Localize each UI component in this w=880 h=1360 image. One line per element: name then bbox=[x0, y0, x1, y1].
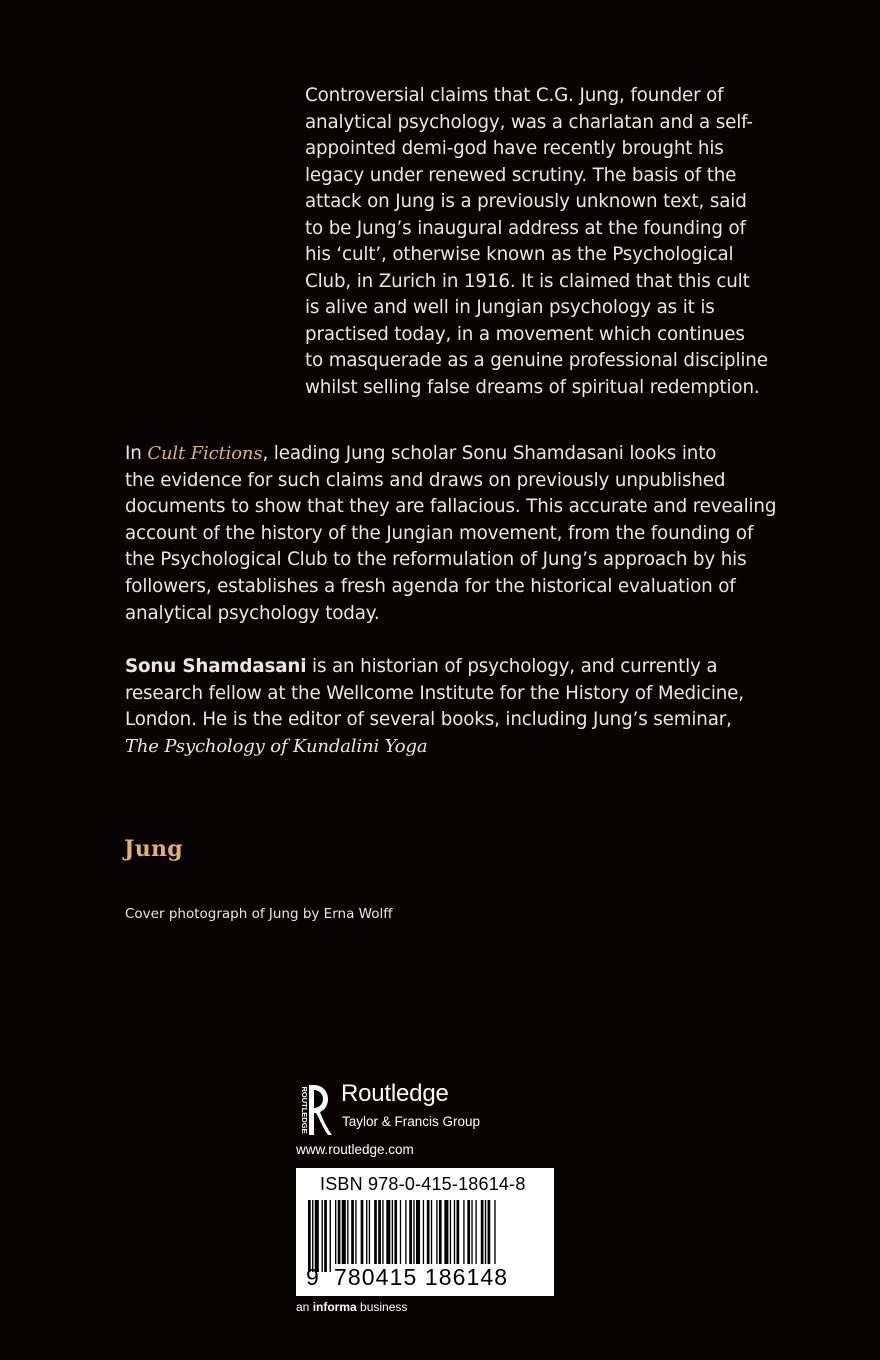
barcode-bar bbox=[308, 1200, 311, 1272]
summary-line: account of the history of the Jungian movement, from the founding of bbox=[125, 522, 754, 544]
barcode-bar bbox=[463, 1200, 464, 1272]
barcode-bar bbox=[427, 1200, 430, 1272]
barcode-bar bbox=[392, 1200, 393, 1272]
isbn-label: ISBN 978-0-415-18614-8 bbox=[320, 1174, 526, 1194]
author-line: London. He is the editor of several books, including Jung’s seminar, bbox=[125, 709, 732, 730]
barcode-bar bbox=[416, 1200, 420, 1272]
book-title-kundalini-yoga: The Psychology of Kundalini Yoga bbox=[125, 735, 428, 757]
barcode-bar bbox=[413, 1200, 414, 1272]
summary-prefix: In bbox=[125, 443, 148, 464]
blurb-line: attack on Jung is a previously unknown text, said bbox=[305, 191, 747, 212]
informa-suffix: business bbox=[356, 1300, 408, 1314]
barcode-bar bbox=[488, 1200, 491, 1272]
barcode-bar bbox=[400, 1200, 401, 1272]
barcode-bar bbox=[312, 1200, 313, 1272]
barcode-bar bbox=[494, 1200, 495, 1272]
barcode-bar bbox=[394, 1200, 397, 1272]
blurb-line: appointed demi-god have recently brought his bbox=[305, 138, 724, 159]
blurb-paragraph bbox=[305, 83, 775, 401]
barcode-bar bbox=[436, 1200, 437, 1272]
blurb-line: analytical psychology, was a charlatan and a self- bbox=[305, 111, 753, 133]
barcode-bar bbox=[366, 1200, 367, 1272]
summary-line: analytical psychology today. bbox=[125, 602, 380, 624]
category-heading: Jung bbox=[124, 836, 183, 862]
barcode-bar bbox=[467, 1200, 470, 1272]
barcode-first-digit: 9 bbox=[306, 1264, 319, 1290]
barcode-bar bbox=[335, 1200, 336, 1272]
summary-paragraph bbox=[125, 441, 785, 627]
barcode-bar bbox=[457, 1200, 460, 1272]
barcode-bar bbox=[351, 1200, 354, 1272]
barcode-bar bbox=[481, 1200, 484, 1272]
barcode-digits: 780415 186148 bbox=[334, 1264, 509, 1290]
barcode-bar bbox=[324, 1200, 327, 1272]
blurb-line: his ‘cult’, otherwise known as the Psychological bbox=[305, 244, 734, 265]
informa-prefix: an bbox=[296, 1300, 313, 1314]
barcode-bar bbox=[450, 1200, 451, 1272]
barcode-box bbox=[296, 1168, 554, 1296]
summary-line: followers, establishes a fresh agenda for the historical evaluation of bbox=[125, 575, 736, 597]
barcode-bar bbox=[382, 1200, 383, 1272]
summary-line: the evidence for such claims and draws on previously unpublished bbox=[125, 469, 726, 491]
barcode-bar bbox=[485, 1200, 486, 1272]
author-name: Sonu Shamdasani bbox=[125, 656, 307, 677]
barcode-bar bbox=[386, 1200, 390, 1272]
barcode-bar bbox=[431, 1200, 432, 1272]
book-title-cult-fictions: Cult Fictions bbox=[147, 443, 263, 464]
barcode-bar bbox=[355, 1200, 356, 1272]
author-line: research fellow at the Wellcome Institute for the History of Medicine, bbox=[125, 682, 744, 704]
barcode-bar bbox=[454, 1200, 455, 1272]
blurb-line: practised today, in a movement which continues bbox=[305, 323, 745, 345]
blurb-line: legacy under renewed scrutiny. The basis of the bbox=[305, 164, 737, 186]
blurb-line: is alive and well in Jungian psychology as it is bbox=[305, 297, 715, 318]
publisher-url[interactable]: www.routledge.com bbox=[296, 1142, 414, 1157]
summary-line: documents to show that they are fallacious. This accurate and revealing bbox=[125, 496, 777, 518]
barcode-bar bbox=[405, 1200, 406, 1272]
barcode-bar bbox=[361, 1200, 364, 1272]
author-first-line bbox=[125, 654, 785, 681]
barcode-bar bbox=[409, 1200, 412, 1272]
author-bio-paragraph bbox=[125, 654, 785, 760]
publisher-name: Routledge bbox=[341, 1080, 449, 1107]
barcode-bar bbox=[330, 1200, 331, 1272]
author-suffix: is an historian of psychology, and currently a bbox=[306, 656, 718, 677]
summary-suffix: , leading Jung scholar Sonu Shamdasani looks into bbox=[262, 443, 717, 464]
barcode-bar bbox=[342, 1200, 346, 1272]
publisher-group: Taylor & Francis Group bbox=[342, 1114, 481, 1129]
barcode-bar bbox=[369, 1200, 370, 1272]
cover-photo-credit: Cover photograph of Jung by Erna Wolff bbox=[125, 906, 393, 922]
routledge-logo-icon bbox=[292, 1082, 332, 1138]
publisher-logo bbox=[292, 1076, 532, 1140]
barcode-bar bbox=[338, 1200, 341, 1272]
blurb-line: Club, in Zurich in 1916. It is claimed that this cult bbox=[305, 270, 750, 292]
logo-vertical-text: ROUTLEDGE bbox=[300, 1086, 309, 1134]
barcode-bar bbox=[322, 1200, 323, 1272]
barcode-bar bbox=[475, 1200, 476, 1272]
barcode-bar bbox=[374, 1200, 377, 1272]
blurb-line: whilst selling false dreams of spiritual redemption. bbox=[305, 376, 760, 398]
barcode-bar bbox=[347, 1200, 348, 1272]
blurb-line: to be Jung’s inaugural address at the founding of bbox=[305, 217, 746, 239]
barcode-bar bbox=[439, 1200, 442, 1272]
informa-brand: informa bbox=[312, 1300, 357, 1314]
summary-line: the Psychological Club to the reformulation of Jung’s approach by his bbox=[125, 549, 747, 571]
blurb-line: Controversial claims that C.G. Jung, founder of bbox=[305, 85, 724, 106]
barcode-bar bbox=[444, 1200, 448, 1272]
blurb-line: to masquerade as a genuine professional discipline bbox=[305, 350, 768, 371]
barcode-bar bbox=[471, 1200, 472, 1272]
informa-business-line bbox=[296, 1300, 407, 1314]
barcode-bar bbox=[423, 1200, 424, 1272]
summary-first-line bbox=[125, 441, 785, 468]
barcode-bar bbox=[315, 1200, 319, 1272]
barcode-icon bbox=[304, 1200, 546, 1272]
barcode-bar bbox=[378, 1200, 381, 1272]
